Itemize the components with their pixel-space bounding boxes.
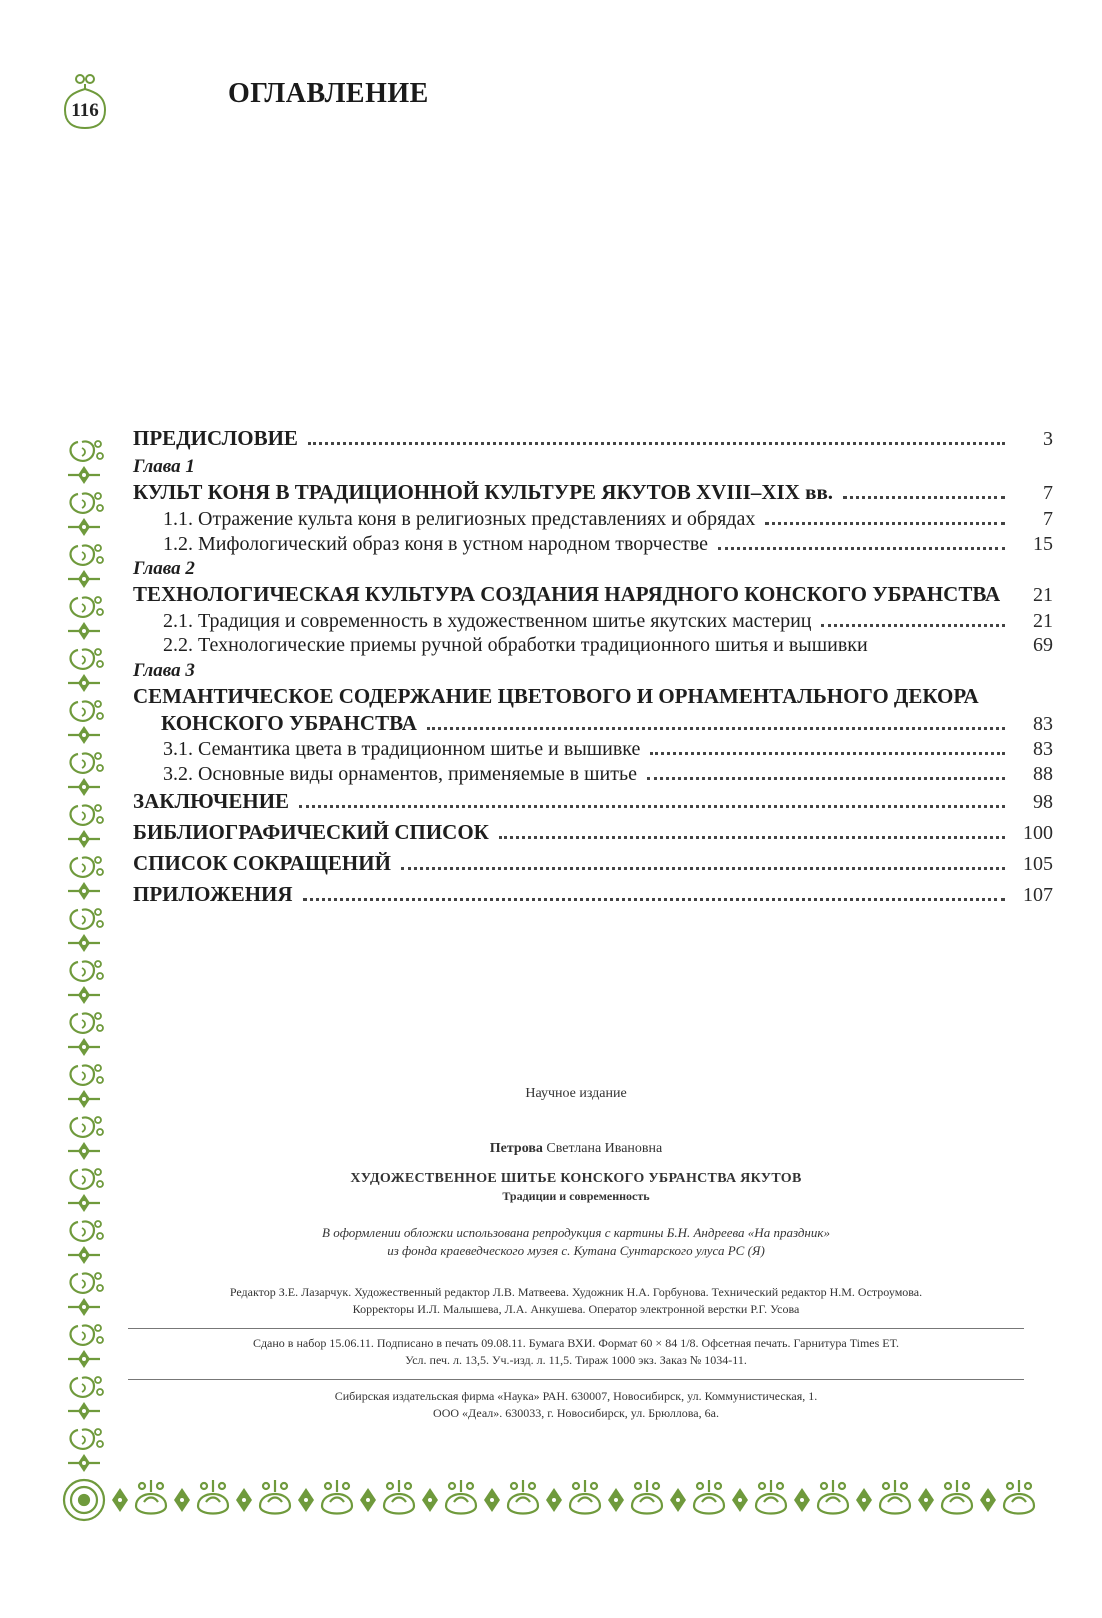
toc-entry-title: БИБЛИОГРАФИЧЕСКИЙ СПИСОК — [133, 817, 495, 848]
left-ornamental-border — [60, 438, 108, 1480]
diamond-ornament-icon — [68, 518, 100, 536]
author — [108, 1141, 1044, 1157]
chapter-label: Глава 1 — [133, 456, 195, 477]
author-given-name: Светлана Ивановна — [546, 1141, 663, 1156]
diamond-ornament-icon — [68, 934, 100, 952]
cover-note-line: В оформлении обложки использована репродукция с картины Б.Н. Андреева «На праздник» — [322, 1225, 830, 1240]
toc-entry-title: 2.2. Технологические приемы ручной обработки традиционного шитья и вышивки — [163, 633, 874, 658]
book-title: ХУДОЖЕСТВЕННОЕ ШИТЬЕ КОНСКОГО УБРАНСТВА ЯКУТОВ — [350, 1171, 802, 1186]
chapter-label: Глава 2 — [133, 558, 195, 579]
diamond-ornament-icon — [68, 622, 100, 640]
diamond-ornament-icon — [68, 1194, 100, 1212]
page-number-ornament — [60, 70, 110, 132]
diamond-ornament-icon — [68, 1298, 100, 1316]
diamond-ornament-icon — [68, 726, 100, 744]
leaf-ornament-icon — [71, 545, 104, 565]
toc-page-number: 107 — [1023, 884, 1053, 906]
toc-entry-title: ПРЕДИСЛОВИЕ — [133, 423, 304, 454]
toc-leader-dots — [401, 851, 1005, 870]
diamond-ornament-icon — [68, 466, 100, 484]
toc-leader-dots — [308, 426, 1005, 445]
leaf-ornament-icon — [71, 1273, 104, 1293]
toc-entry-chapter3-line1[interactable]: СЕМАНТИЧЕСКОЕ СОДЕРЖАНИЕ ЦВЕТОВОГО И ОРНАМЕНТАЛЬНОГО ДЕКОРА — [133, 684, 979, 708]
chapter-label: Глава 3 — [133, 660, 195, 681]
diamond-ornament-icon — [68, 830, 100, 848]
toc-entry-chapter1[interactable] — [133, 478, 1053, 506]
diamond-ornament-icon — [980, 1488, 996, 1512]
toc-entry-title: ТЕХНОЛОГИЧЕСКАЯ КУЛЬТУРА СОЗДАНИЯ НАРЯДНОГО КОНСКОГО УБРАНСТВА — [133, 582, 1001, 606]
staff-credits — [108, 1284, 1044, 1318]
leaf-ornament-icon — [632, 1480, 662, 1514]
toc-page-number: 83 — [1033, 713, 1053, 735]
toc-page-number: 15 — [1033, 533, 1053, 555]
toc-leader-dots — [1004, 585, 1013, 601]
leaf-ornament-icon — [198, 1480, 228, 1514]
toc-leader-dots — [765, 506, 1005, 525]
diamond-ornament-icon — [68, 882, 100, 900]
toc-entry-title: 3.1. Семантика цвета в традиционном шитье и вышивке — [163, 737, 646, 762]
diamond-ornament-icon — [68, 1038, 100, 1056]
toc-entry-preface[interactable] — [133, 423, 1053, 454]
toc-leader-dots — [427, 711, 1005, 730]
toc-page-number: 7 — [1043, 508, 1053, 530]
leaf-ornament-icon — [71, 1013, 104, 1033]
leaf-ornament-icon — [71, 1117, 104, 1137]
toc-entry-chapter3[interactable] — [133, 710, 1053, 736]
diamond-ornament-icon — [68, 570, 100, 588]
table-of-contents — [133, 423, 1053, 910]
diamond-ornament-icon — [174, 1488, 190, 1512]
leaf-ornament-icon — [384, 1480, 414, 1514]
toc-entry-title: ПРИЛОЖЕНИЯ — [133, 879, 299, 910]
toc-page-number: 98 — [1033, 791, 1053, 813]
toc-page-number: 88 — [1033, 763, 1053, 785]
leaf-ornament-icon — [446, 1480, 476, 1514]
leaf-ornament-icon — [880, 1480, 910, 1514]
staff-line: Редактор З.Е. Лазарчук. Художественный редактор Л.В. Матвеева. Художник Н.А. Горбунова. Технический редактор Н.М. Остроумова. — [229, 1285, 923, 1299]
toc-entry-title: СПИСОК СОКРАЩЕНИЙ — [133, 848, 397, 879]
publisher-line: ООО «Деал». 630033, г. Новосибирск, ул. Брюллова, 6а. — [433, 1406, 719, 1420]
page-title: ОГЛАВЛЕНИЕ — [228, 78, 429, 109]
cover-note — [108, 1224, 1044, 1260]
toc-page-number: 105 — [1023, 853, 1053, 875]
toc-entry-title: КОНСКОГО УБРАНСТВА — [161, 710, 423, 736]
diamond-ornament-icon — [68, 986, 100, 1004]
toc-page-number: 83 — [1033, 738, 1053, 760]
diamond-ornament-icon — [112, 1488, 128, 1512]
diamond-ornament-icon — [68, 674, 100, 692]
imprint-block — [108, 1080, 1044, 1422]
toc-page-number: 69 — [1033, 634, 1053, 656]
leaf-ornament-icon — [71, 1065, 104, 1085]
toc-leader-dots — [650, 736, 1005, 755]
toc-entry-section-2-2[interactable] — [133, 633, 1053, 658]
toc-leader-dots — [821, 608, 1005, 627]
leaf-ornament-icon — [71, 1221, 104, 1241]
diamond-ornament-icon — [608, 1488, 624, 1512]
toc-entry-section-3-1[interactable] — [133, 736, 1053, 761]
toc-entry-conclusion[interactable] — [133, 786, 1053, 817]
print-info — [108, 1335, 1044, 1369]
leaf-ornament-icon — [136, 1480, 166, 1514]
leaf-ornament-icon — [71, 701, 104, 721]
toc-entry-title: 3.2. Основные виды орнаментов, применяемые в шитье — [163, 762, 643, 787]
toc-entry-section-3-2[interactable] — [133, 761, 1053, 786]
toc-entry-title: 2.1. Традиция и современность в художественном шитье якутских мастериц — [163, 609, 817, 634]
toc-entry-bibliography[interactable] — [133, 817, 1053, 848]
diamond-ornament-icon — [68, 1402, 100, 1420]
leaf-ornament-icon — [1004, 1480, 1034, 1514]
divider — [128, 1328, 1024, 1329]
leaf-ornament-icon — [570, 1480, 600, 1514]
divider — [128, 1379, 1024, 1380]
author-surname: Петрова — [489, 1141, 543, 1156]
leaf-ornament-icon — [71, 909, 104, 929]
leaf-ornament-icon — [71, 1169, 104, 1189]
toc-leader-dots — [499, 820, 1005, 839]
leaf-ornament-icon — [71, 1325, 104, 1345]
leaf-ornament-icon — [508, 1480, 538, 1514]
toc-page-number: 21 — [1033, 584, 1053, 606]
diamond-ornament-icon — [68, 1090, 100, 1108]
toc-page-number: 21 — [1033, 610, 1053, 632]
toc-entry-section-1-1[interactable] — [133, 506, 1053, 531]
leaf-ornament-icon — [260, 1480, 290, 1514]
leaf-ornament-icon — [71, 441, 104, 461]
toc-leader-dots — [843, 480, 1005, 499]
diamond-ornament-icon — [68, 1350, 100, 1368]
leaf-ornament-icon — [71, 1377, 104, 1397]
diamond-ornament-icon — [236, 1488, 252, 1512]
toc-entry-title: 1.2. Мифологический образ коня в устном народном творчестве — [163, 532, 714, 557]
diamond-ornament-icon — [856, 1488, 872, 1512]
toc-entry-title: 1.1. Отражение культа коня в религиозных представлениях и обрядах — [163, 507, 761, 532]
toc-page-number: 100 — [1023, 822, 1053, 844]
diamond-ornament-icon — [68, 1454, 100, 1472]
diamond-ornament-icon — [794, 1488, 810, 1512]
cover-note-line: из фонда краеведческого музея с. Кутана Сунтарского улуса РС (Я) — [387, 1243, 765, 1258]
diamond-ornament-icon — [918, 1488, 934, 1512]
toc-leader-dots — [718, 531, 1005, 550]
toc-leader-dots — [647, 761, 1005, 780]
book-subtitle: Традиции и современность — [502, 1189, 650, 1203]
diamond-ornament-icon — [546, 1488, 562, 1512]
leaf-ornament-icon — [818, 1480, 848, 1514]
toc-leader-dots — [299, 789, 1005, 808]
leaf-ornament-icon — [694, 1480, 724, 1514]
staff-line: Корректоры И.Л. Малышева, Л.А. Анкушева. Оператор электронной верстки Р.Г. Усова — [352, 1302, 800, 1316]
edition-type: Научное издание — [525, 1086, 627, 1101]
diamond-ornament-icon — [670, 1488, 686, 1512]
toc-entry-chapter2[interactable] — [133, 580, 1053, 608]
diamond-ornament-icon — [298, 1488, 314, 1512]
diamond-ornament-icon — [732, 1488, 748, 1512]
toc-entry-section-2-1[interactable] — [133, 608, 1053, 633]
toc-entry-appendices[interactable] — [133, 879, 1053, 910]
toc-leader-dots — [303, 882, 1005, 901]
publisher-info — [108, 1388, 1044, 1422]
leaf-ornament-icon — [71, 961, 104, 981]
diamond-ornament-icon — [422, 1488, 438, 1512]
leaf-ornament-icon — [71, 805, 104, 825]
leaf-ornament-icon — [71, 649, 104, 669]
leaf-ornament-icon — [71, 1429, 104, 1449]
diamond-ornament-icon — [68, 1142, 100, 1160]
diamond-ornament-icon — [484, 1488, 500, 1512]
toc-entry-abbreviations[interactable] — [133, 848, 1053, 879]
leaf-ornament-icon — [71, 493, 104, 513]
diamond-ornament-icon — [360, 1488, 376, 1512]
toc-entry-title: ЗАКЛЮЧЕНИЕ — [133, 786, 295, 817]
leaf-ornament-icon — [71, 857, 104, 877]
diamond-ornament-icon — [68, 778, 100, 796]
toc-leader-dots — [878, 635, 1005, 651]
leaf-ornament-icon — [942, 1480, 972, 1514]
toc-entry-title: КУЛЬТ КОНЯ В ТРАДИЦИОННОЙ КУЛЬТУРЕ ЯКУТОВ XVIII–XIX вв. — [133, 478, 839, 506]
toc-page-number: 7 — [1043, 482, 1053, 504]
print-info-line: Сдано в набор 15.06.11. Подписано в печать 09.08.11. Бумага ВХИ. Формат 60 × 84 1/8. Офсетная печать. Гарнитура Times ET. — [252, 1336, 900, 1350]
leaf-ornament-icon — [71, 597, 104, 617]
leaf-ornament-icon — [322, 1480, 352, 1514]
bottom-ornamental-border — [60, 1472, 1044, 1528]
toc-entry-section-1-2[interactable] — [133, 531, 1053, 556]
toc-page-number: 3 — [1043, 428, 1053, 450]
leaf-ornament-icon — [71, 753, 104, 773]
diamond-ornament-icon — [68, 1246, 100, 1264]
page-number: 116 — [71, 100, 99, 121]
leaf-ornament-icon — [756, 1480, 786, 1514]
publisher-line: Сибирская издательская фирма «Наука» РАН. 630007, Новосибирск, ул. Коммунистическая, 1. — [334, 1389, 818, 1403]
print-info-line: Усл. печ. л. 13,5. Уч.-изд. л. 11,5. Тираж 1000 экз. Заказ № 1034-11. — [405, 1353, 747, 1367]
